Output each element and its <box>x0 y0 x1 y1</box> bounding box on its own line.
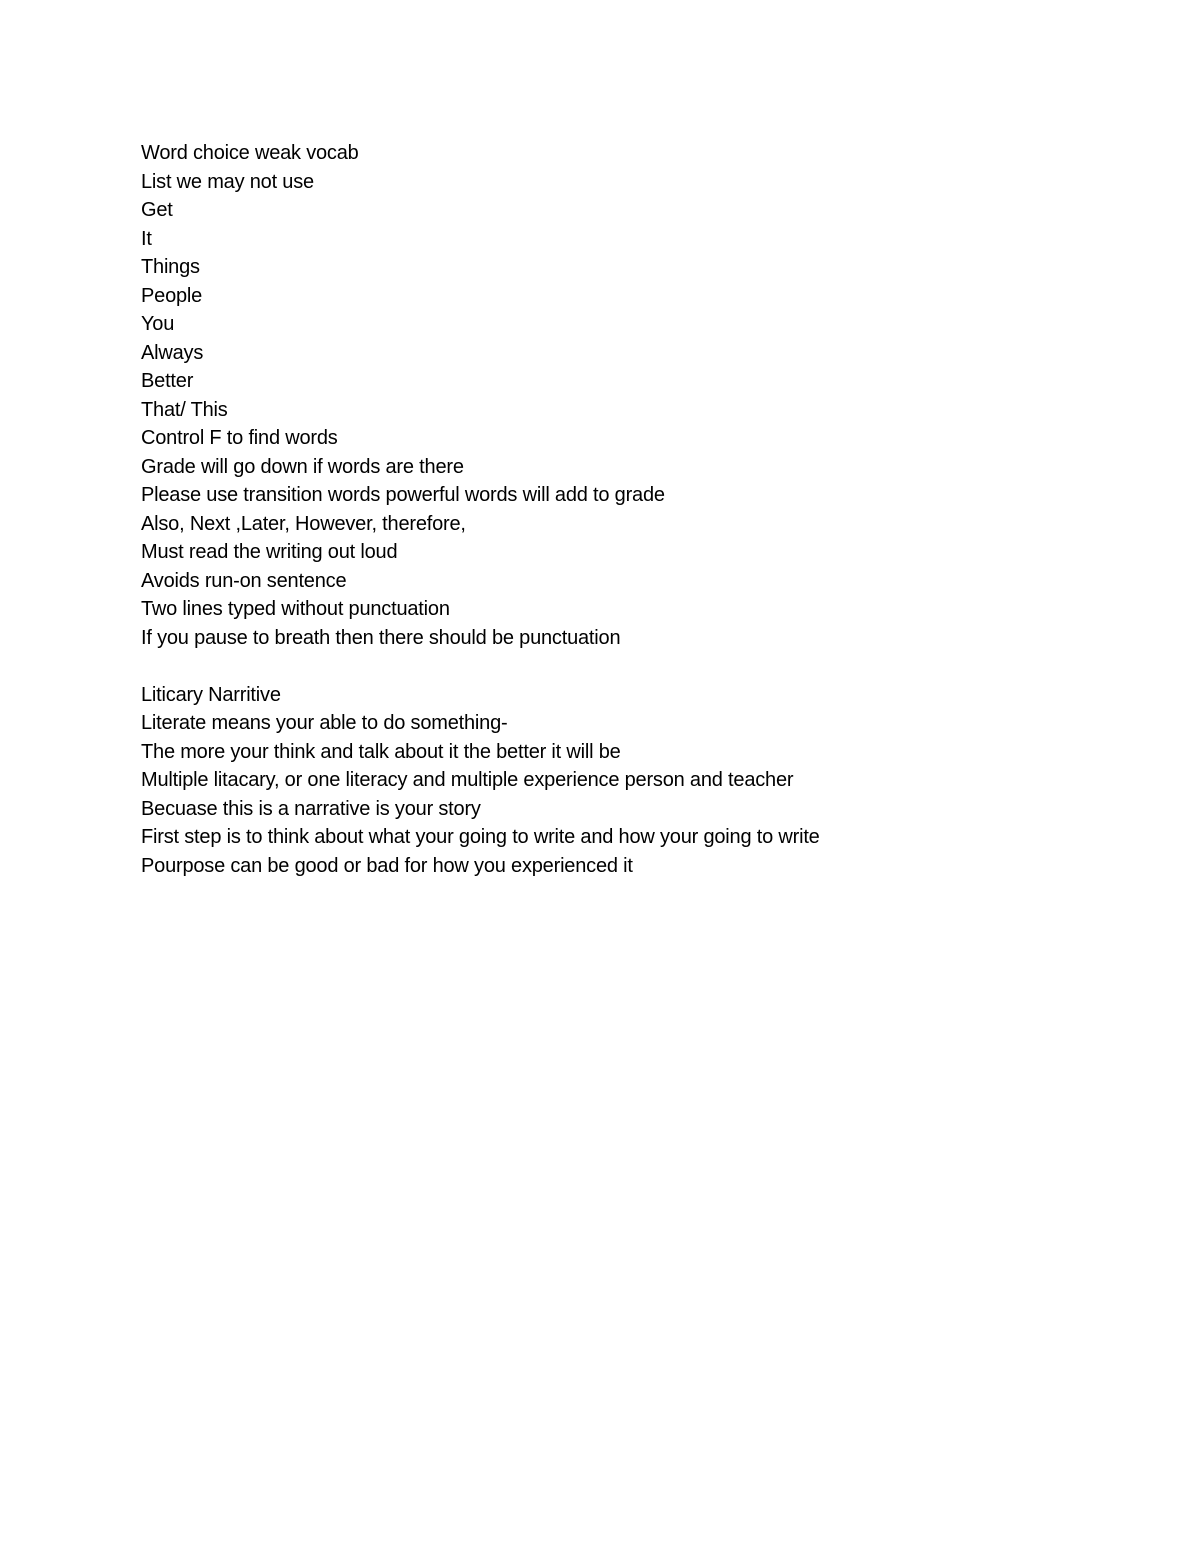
text-line: Grade will go down if words are there <box>141 455 464 478</box>
text-line: Two lines typed without punctuation <box>141 598 450 620</box>
text-line: Multiple litacary, or one literacy and multiple experience person and teacher <box>141 769 794 791</box>
text-line: Always <box>141 341 204 364</box>
text-line: Word choice weak vocab <box>141 142 359 164</box>
section-heading: Liticary Narritive <box>141 683 281 706</box>
paragraph-spacer <box>141 652 1141 681</box>
text-line: Must read the writing out loud <box>141 541 398 563</box>
text-line: You <box>141 313 175 335</box>
text-line: That/ This <box>141 398 228 421</box>
text-line: People <box>141 284 203 307</box>
text-line: Get <box>141 199 173 221</box>
text-line: Literate means your able to do something- <box>141 712 508 734</box>
text-line: Better <box>141 370 194 392</box>
text-line: Please use transition words powerful words will add to grade <box>141 484 665 506</box>
text-line: If you pause to breath then there should be punctuation <box>141 626 621 649</box>
text-line: The more your think and talk about it the better it will be <box>141 740 621 763</box>
text-line: Avoids run-on sentence <box>141 569 347 592</box>
text-line: It <box>141 227 152 250</box>
text-line: List we may not use <box>141 170 314 193</box>
text-line: First step is to think about what your going to write and how your going to write <box>141 826 820 848</box>
text-line: Becuase this is a narrative is your story <box>141 797 481 820</box>
document-body <box>141 139 1141 880</box>
text-line: Things <box>141 256 200 278</box>
text-line: Pourpose can be good or bad for how you experienced it <box>141 854 633 877</box>
text-line: Also, Next ,Later, However, therefore, <box>141 512 466 535</box>
text-line: Control F to find words <box>141 427 338 449</box>
